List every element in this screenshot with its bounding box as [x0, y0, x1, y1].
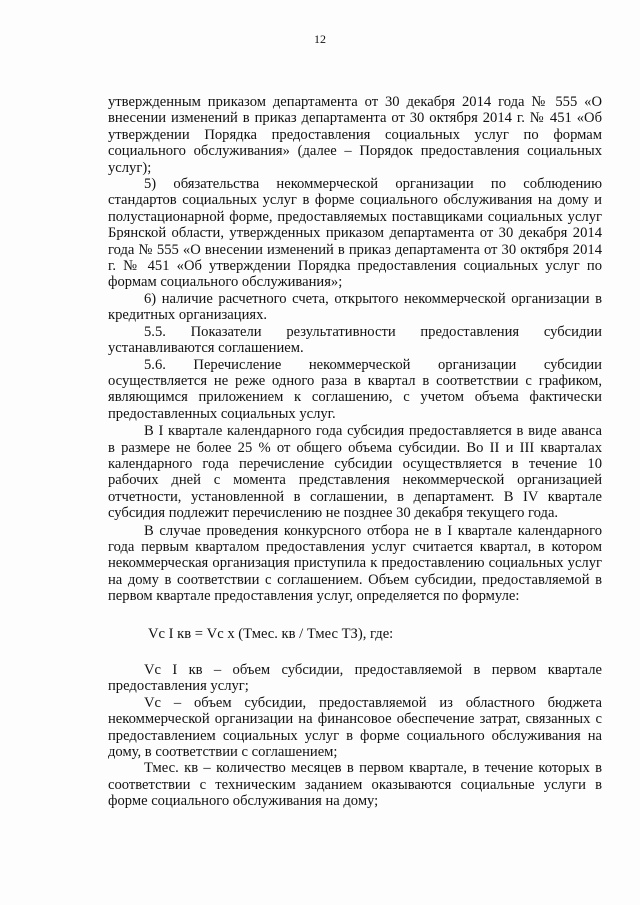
paragraph: 5.6. Перечисление некоммерческой организации субсидии осуществляется не реже одного раза в квартал в соответствии с графиком, являющимся приложением к соглашению, с учетом объема фактически предоставленных социальных услуг. — [108, 356, 602, 422]
paragraph: В случае проведения конкурсного отбора не в I квартале календарного года первым кварталом предоставления услуг считается квартал, в котором некоммерческая организация приступила к предоставлению социальных услуг на дому в соответствии с соглашением. Объем субсидии, предоставляемой в первом квартале предоставления услуг, определяется по формуле: — [108, 522, 602, 605]
definition: Vс – объем субсидии, предоставляемой из областного бюджета некоммерческой организации на финансовое обеспечение затрат, связанных с предоставлением социальных услуг в форме социального обслуживания на дому, в соответствии с соглашением; — [108, 694, 602, 761]
paragraph: 5.5. Показатели результативности предоставления субсидии устанавливаются соглашением. — [108, 323, 602, 357]
paragraph: В I квартале календарного года субсидия предоставляется в виде аванса в размере не более 25 % от общего объема субсидии. Во II и III кварталах календарного года перечисление субсидии осуществляется в течение 10 рабочих дней с момента представления некоммерческой организацией отчетности, установленной в соглашении, в департамент. В IV квартале субсидия подлежит перечислению не позднее 30 декабря текущего года. — [108, 423, 602, 522]
document-body — [108, 94, 602, 810]
definition: Тмес. кв – количество месяцев в первом квартале, в течение которых в соответствии с техническим заданием оказываются социальные услуги в форме социального обслуживания на дому; — [108, 760, 602, 810]
paragraph: 6) наличие расчетного счета, открытого некоммерческой организации в кредитных организациях. — [108, 290, 602, 324]
paragraph: утвержденным приказом департамента от 30 декабря 2014 года № 555 «О внесении изменений в приказ департамента от 30 октября 2014 г. № 451 «Об утверждении Порядка предоставления социальных услуг по формам социального обслуживания» (далее – Порядок предоставления социальных услуг); — [108, 94, 602, 176]
definition: Vс I кв – объем субсидии, предоставляемой в первом квартале предоставления услуг; — [108, 662, 602, 695]
formula: Vс I кв = Vс х (Тмес. кв / Тмес ТЗ), где: — [148, 625, 394, 642]
paragraph: 5) обязательства некоммерческой организации по соблюдению стандартов социальных услуг в форме социального обслуживания на дому и полустационарной форме, предоставляемых поставщиками социальных услуг Брянской области, утвержденных приказом департамента от 30 декабря 2014 года № 555 «О внесении изменений в приказ департамента от 30 октября 2014 г. № 451 «Об утверждении Порядка предоставления социальных услуг по формам социального обслуживания»; — [108, 176, 602, 291]
page-number: 12 — [314, 32, 326, 46]
